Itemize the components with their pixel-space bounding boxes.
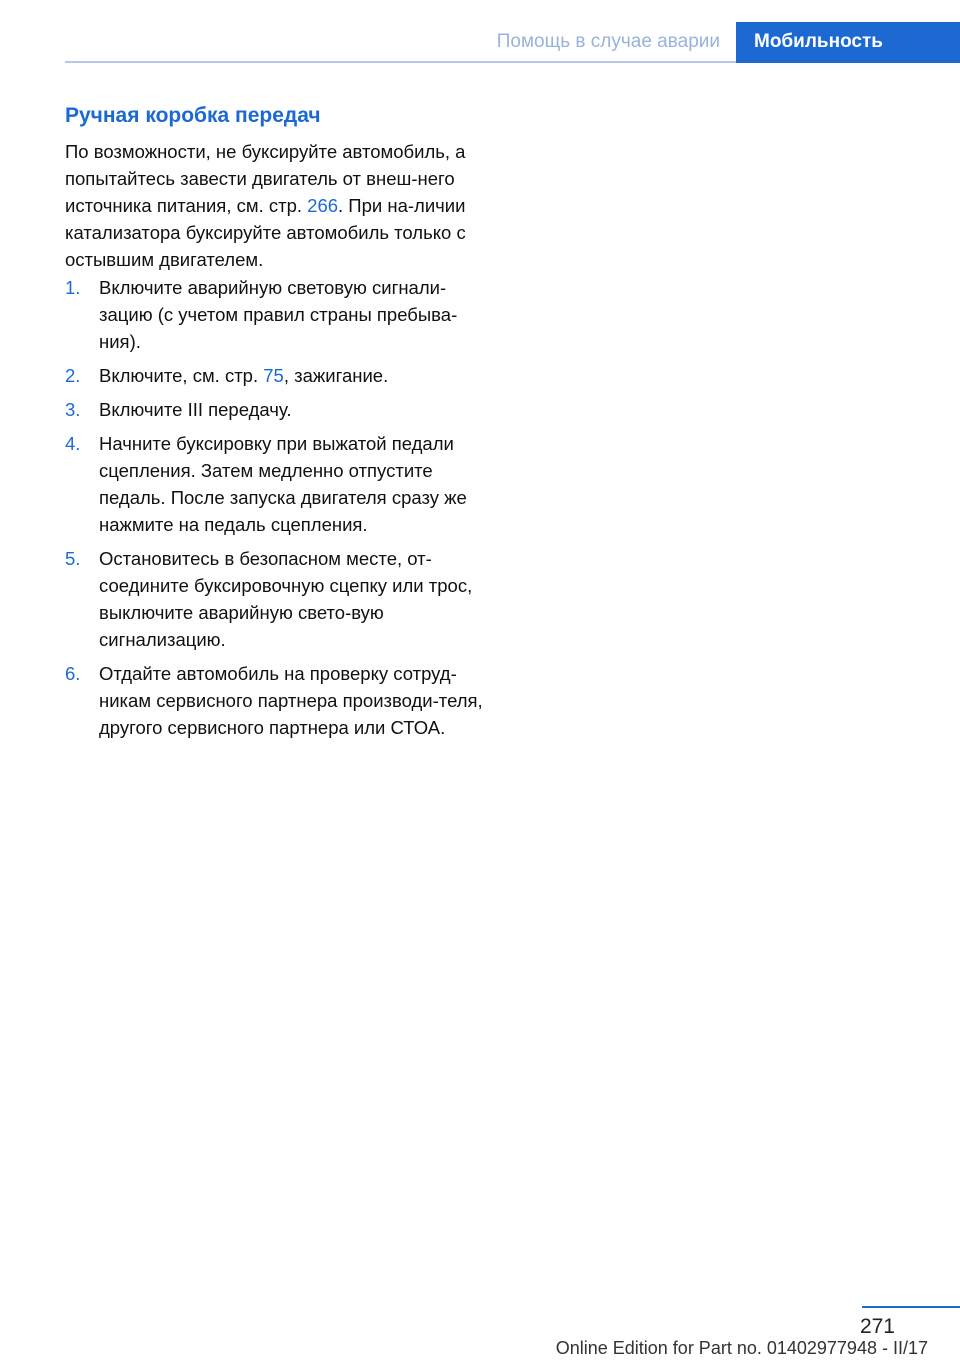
- list-item: [65, 660, 495, 741]
- list-item: [65, 545, 495, 653]
- section-title: Ручная коробка передач: [65, 104, 321, 127]
- steps-list: [65, 274, 495, 748]
- footer-divider: [862, 1306, 960, 1308]
- step-number: 5.: [65, 548, 81, 569]
- step-number: 3.: [65, 399, 81, 420]
- step-number: 4.: [65, 433, 81, 454]
- page-link-266[interactable]: 266: [307, 195, 339, 216]
- header-section-title: Помощь в случае аварии: [496, 31, 720, 52]
- step-number: 6.: [65, 663, 81, 684]
- intro-text-end: . При на-личии катализатора буксируйте автомобиль только с остывшим двигателем.: [65, 195, 466, 270]
- step-text-end: , зажигание.: [283, 365, 389, 386]
- list-item: [65, 396, 495, 423]
- step-text: Начните буксировку при выжатой педали сцепления. Затем медленно отпустите педаль. После запуска двигателя сразу же нажмите на педаль сцепления.: [99, 433, 467, 535]
- step-number: 2.: [65, 365, 81, 386]
- header-divider: [65, 61, 736, 63]
- step-text: Включите III передачу.: [99, 399, 292, 420]
- step-text-start: Включите, см. стр.: [99, 365, 264, 386]
- intro-paragraph: [65, 138, 495, 273]
- list-item: [65, 430, 495, 538]
- footer-edition: Online Edition for Part no. 01402977948 - II/17: [555, 1338, 928, 1358]
- step-number: 1.: [65, 277, 81, 298]
- list-item: [65, 362, 495, 389]
- step-text: Включите аварийную световую сигнали-зацию (с учетом правил страны пребыва-ния).: [99, 277, 458, 352]
- intro-text-start: По возможности, не буксируйте автомобиль, а попытайтесь завести двигатель от внеш-него источника питания, см. стр.: [65, 141, 466, 216]
- header-chapter-tab: Мобильность: [736, 22, 960, 63]
- list-item: [65, 274, 495, 355]
- step-text: Отдайте автомобиль на проверку сотруд-никам сервисного партнера производи-теля, другого сервисного партнера или СТОА.: [99, 663, 483, 738]
- step-text: Остановитесь в безопасном месте, от-соедините буксировочную сцепку или трос, выключите аварийную свето-вую сигнализацию.: [99, 548, 473, 650]
- page-link-75[interactable]: 75: [263, 365, 284, 386]
- page-number: 271: [859, 1315, 895, 1338]
